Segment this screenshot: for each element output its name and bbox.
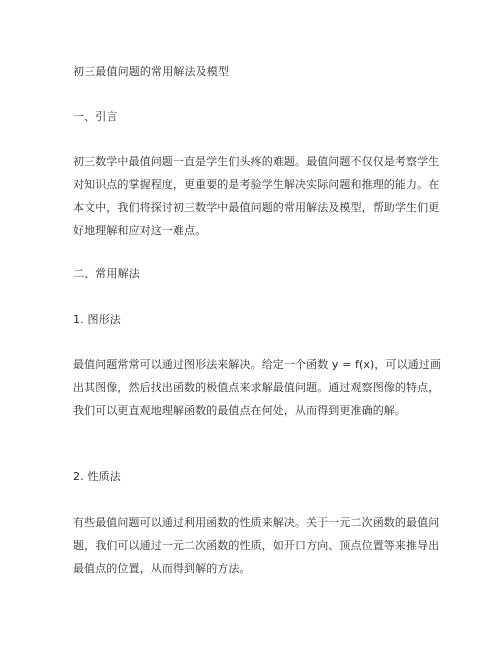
document-title: 初三最值问题的常用解法及模型: [73, 65, 230, 78]
graphical-method-paragraph: 最值问题常常可以通过图形法来解决。给定一个函数 y = f(x)，可以通过画出其图像，然后找出函数的极值点来求解最值问题。通过观察图像的特点，我们可以更直观地理解函数的最值点在何处，从而得到更准确的解。: [73, 358, 441, 417]
introduction-paragraph: 初三数学中最值问题一直是学生们头疼的难题。最值问题不仅仅是考察学生对知识点的掌握程度，更重要的是考验学生解决实际问题和推理的能力。在本文中，我们将探讨初三数学中最值问题的常用解法及模型，帮助学生们更好地理解和应对这一难点。: [73, 155, 440, 237]
method-heading-property: 2. 性质法: [73, 470, 121, 483]
section-heading-introduction: 一、引言: [73, 110, 118, 123]
section-heading-common-methods: 二、常用解法: [73, 267, 140, 280]
method-heading-graphical: 1. 图形法: [73, 313, 121, 326]
property-method-paragraph: 有些最值问题可以通过利用函数的性质来解决。关于一元二次函数的最值问题，我们可以通过一元二次函数的性质，如开口方向、顶点位置等来推导出最值点的位置，从而得到解的方法。: [73, 516, 440, 575]
